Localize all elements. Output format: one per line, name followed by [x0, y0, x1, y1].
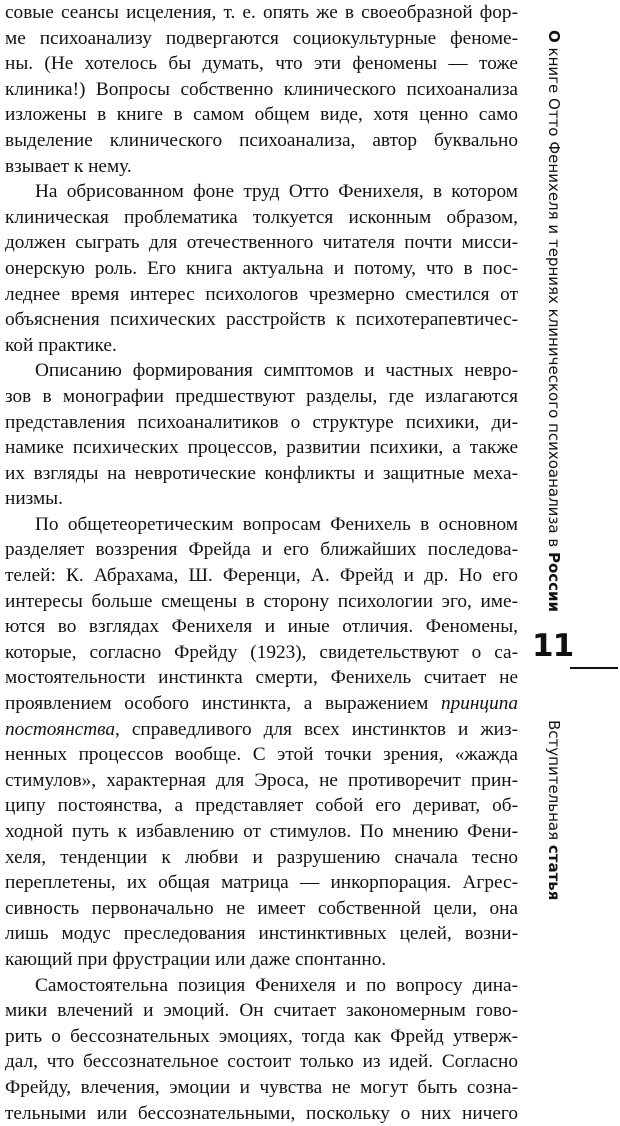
paragraph: [5, 358, 518, 512]
italic-term: постоянства: [5, 718, 116, 740]
text-line: Описанию формирования симптомов и частных невро-: [35, 360, 518, 382]
text-line: ненных процессов вообще. С этой точки зрения, «жажда: [5, 744, 518, 766]
text-line: должен сыграть для отечественного читателя почти мисси-: [5, 232, 518, 254]
paragraph: [5, 512, 518, 973]
text-line: [5, 717, 518, 743]
text-line: совые сеансы исцеления, т. е. опять же в своеобразной фор-: [5, 2, 518, 23]
text-line: выделение клинического психоанализа, автор буквально: [5, 129, 518, 151]
text-line: ются во взглядах Фенихеля и иные отличия. Феномены,: [5, 616, 518, 638]
text-line: кой практике.: [5, 334, 117, 356]
text-line: клиника!) Вопросы собственно клинического психоанализа: [5, 78, 518, 100]
text-line: кающий при фрустрации или даже спонтанно.: [5, 948, 387, 970]
text-line: объяснения психических расстройств к психотерапевтичес-: [5, 309, 518, 331]
text-line: взывает к нему.: [5, 155, 132, 177]
text-line: представления психоаналитиков о структуре психики, ди-: [5, 411, 518, 433]
text-line: [5, 691, 518, 717]
text-line: ме психоанализу подвергаются социокультурные феноме-: [5, 27, 518, 49]
running-head: [543, 30, 563, 613]
text-line: ны. (Не хотелось бы думать, что эти феномены — тоже: [5, 53, 518, 75]
text-run: , справедливого для всех инстинктов и жиз-: [115, 718, 518, 740]
text-line: низмы.: [5, 488, 63, 510]
text-line: зов в монографии предшествуют разделы, где излагаются: [5, 385, 518, 407]
text-line: намике психических процессов, развитии психики, а также: [5, 437, 518, 459]
running-head-initial: О: [545, 30, 563, 43]
text-line: телей: К. Абрахама, Ш. Ференци, А. Фрейд и др. Но его: [5, 565, 518, 587]
text-line: мостоятельности инстинкта смерти, Фенихель считает не: [5, 667, 518, 689]
text-line: хеля, тенденции к любви и разрушению сначала тесно: [5, 846, 518, 868]
running-head-bold-word: России: [545, 551, 563, 613]
text-line: леднее время интерес психологов чрезмерно сместился от: [5, 283, 518, 305]
text-line: переплетены, их общая матрица — инкорпорация. Агрес-: [5, 872, 518, 894]
section-head-bold-word: статья: [545, 844, 563, 901]
text-line: их взгляды на невротические конфликты и защитные меха-: [5, 462, 518, 484]
text-line: лишь модус преследования инстинктивных целей, возни-: [5, 923, 518, 945]
text-run: проявлением особого инстинкта, а выражением: [5, 693, 441, 715]
section-head-label: Вступительная: [545, 720, 563, 845]
text-line: ходной путь к избавлению от стимулов. По мнению Фени-: [5, 821, 518, 842]
text-line: По общетеоретическим вопросам Фенихель в основном: [35, 513, 518, 535]
text-line: клиническая проблематика толкуется исконным образом,: [5, 206, 518, 228]
text-line: онерскую роль. Его книга актуальна и потому, что в пос-: [5, 257, 518, 279]
paragraph: [5, 0, 518, 179]
text-line: дал, что бессознательное состоит только из идей. Согласно: [5, 1051, 518, 1073]
paragraph: [5, 179, 518, 358]
text-line: Самостоятельна позиция Фенихеля и по вопросу дина-: [35, 974, 518, 996]
text-line: рить о бессознательных эмоциях, тогда как Фрейд утверж-: [5, 1025, 518, 1047]
italic-term: принципа: [440, 693, 518, 715]
running-head-title: книге Отто Фенихеля и терниях клинического психоанализа в: [545, 42, 563, 552]
text-line: Фрейду, влечения, эмоции и чувства не могут быть созна-: [5, 1076, 518, 1098]
text-line: мики влечений и эмоций. Он считает закономерным гово-: [5, 1000, 518, 1022]
body-text: [5, 0, 518, 1126]
text-line: На обрисованном фоне труд Отто Фенихеля, в котором: [35, 181, 518, 203]
text-line: интересы больше смещены в сторону психологии эго, име-: [5, 590, 518, 612]
section-head: [543, 720, 563, 990]
text-line: ципу постоянства, а представляет собой его дериват, об-: [5, 795, 518, 817]
text-line: которые, согласно Фрейду (1923), свидетельствуют о са-: [5, 641, 518, 663]
page-number-rule: [570, 667, 618, 669]
paragraph: [5, 973, 518, 1126]
text-line: изложены в книге в самом общем виде, хотя ценно само: [5, 104, 518, 126]
page-number: 11: [532, 628, 574, 664]
text-line: стимулов», характерная для Эроса, не противоречит прин-: [5, 769, 518, 791]
text-line: тельными или бессознательными, поскольку о них ничего: [5, 1102, 518, 1124]
text-line: разделяет воззрения Фрейда и его ближайших последова-: [5, 539, 518, 561]
text-line: сивность первоначально не имеет собственной цели, она: [5, 897, 518, 919]
